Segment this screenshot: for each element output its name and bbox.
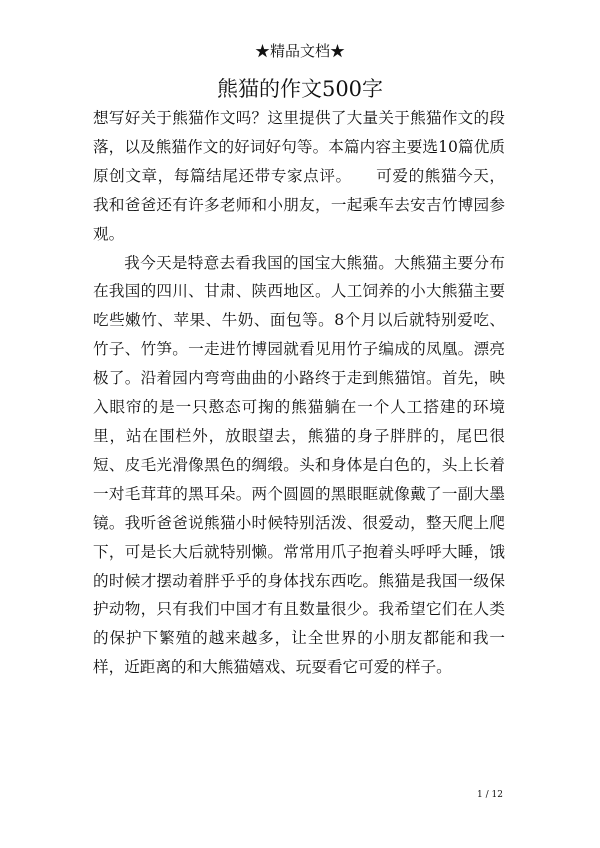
page-title: 熊猫的作文500字 <box>216 77 384 101</box>
paragraph-intro: 想写好关于熊猫作文吗？这里提供了大量关于熊猫作文的段落，以及熊猫作文的好词好句等。本篇内容主要选10篇优质原创文章，每篇结尾还带专家点评。 可爱的熊猫今天，我和爸爸还有许多老师和小朋友，一起乘车去安吉竹博园参观。 <box>93 109 505 243</box>
document-body <box>93 104 505 682</box>
header-mark: ★精品文档★ <box>254 42 345 60</box>
page-number: 1 / 12 <box>477 790 503 800</box>
paragraph-main: 我今天是特意去看我国的国宝大熊猫。大熊猫主要分布在我国的四川、甘肃、陕西地区。人工饲养的小大熊猫主要吃些嫩竹、苹果、牛奶、面包等。8个月以后就特别爱吃、竹子、竹笋。一走进竹博园就看见用竹子编成的凤凰。漂亮极了。沿着园内弯弯曲曲的小路终于走到熊猫馆。首先，映入眼帘的是一只憨态可掬的熊猫躺在一个人工搭建的环境里，站在围栏外，放眼望去，熊猫的身子胖胖的，尾巴很短、皮毛光滑像黑色的绸缎。头和身体是白色的，头上长着一对毛茸茸的黑耳朵。两个圆圆的黑眼眶就像戴了一副大墨镜。我听爸爸说熊猫小时候特别活泼、很爱动，整天爬上爬下，可是长大后就特别懒。常常用爪子抱着头呼呼大睡，饿的时候才摆动着胖乎乎的身体找东西吃。熊猫是我国一级保护动物，只有我们中国才有且数量很少。我希望它们在人类的保护下繁殖的越来越多，让全世界的小朋友都能和我一样，近距离的和大熊猫嬉戏、玩耍看它可爱的样子。 <box>93 253 505 677</box>
